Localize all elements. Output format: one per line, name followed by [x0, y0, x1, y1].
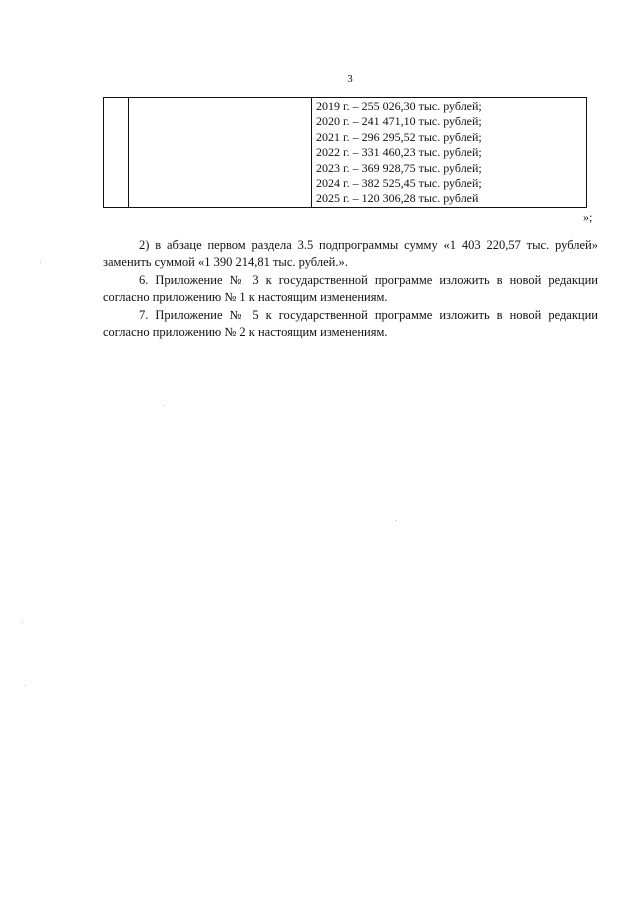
- table-row: [104, 98, 587, 208]
- paragraph-item-6: 6. Приложение № 3 к государственной программе изложить в новой редакции согласно приложению № 1 к настоящим изменениям.: [103, 272, 598, 304]
- funding-amount-2020: 2020 г. – 241 471,10 тыс. рублей;: [316, 114, 482, 129]
- funding-amount-2025: 2025 г. – 120 306,28 тыс. рублей: [316, 191, 479, 206]
- funding-amount-list: [312, 98, 586, 207]
- funding-amount-2023: 2023 г. – 369 928,75 тыс. рублей;: [316, 160, 482, 175]
- scan-speck: [25, 685, 26, 686]
- table-cell-amounts: [312, 98, 587, 208]
- funding-amount-2019: 2019 г. – 255 026,30 тыс. рублей;: [316, 99, 482, 113]
- scan-speck: [395, 520, 396, 521]
- table-cell-empty-narrow: [104, 98, 129, 208]
- scan-speck: [22, 622, 23, 623]
- table-cell-empty-wide: [129, 98, 312, 208]
- scan-speck: [163, 405, 164, 406]
- page-number: 3: [347, 73, 353, 85]
- scan-speck: [40, 262, 41, 263]
- closing-quote: »;: [583, 210, 593, 224]
- funding-table: [103, 97, 587, 208]
- funding-amount-2022: 2022 г. – 331 460,23 тыс. рублей;: [316, 145, 482, 160]
- funding-amount-2021: 2021 г. – 296 295,52 тыс. рублей;: [316, 129, 482, 144]
- paragraph-amendment-2: 2) в абзаце первом раздела 3.5 подпрограммы сумму «1 403 220,57 тыс. рублей» заменить суммой «1 390 214,81 тыс. рублей.».: [103, 237, 598, 269]
- funding-amount-2024: 2024 г. – 382 525,45 тыс. рублей;: [316, 176, 482, 191]
- paragraph-item-7: 7. Приложение № 5 к государственной программе изложить в новой редакции согласно приложению № 2 к настоящим изменениям.: [103, 307, 598, 339]
